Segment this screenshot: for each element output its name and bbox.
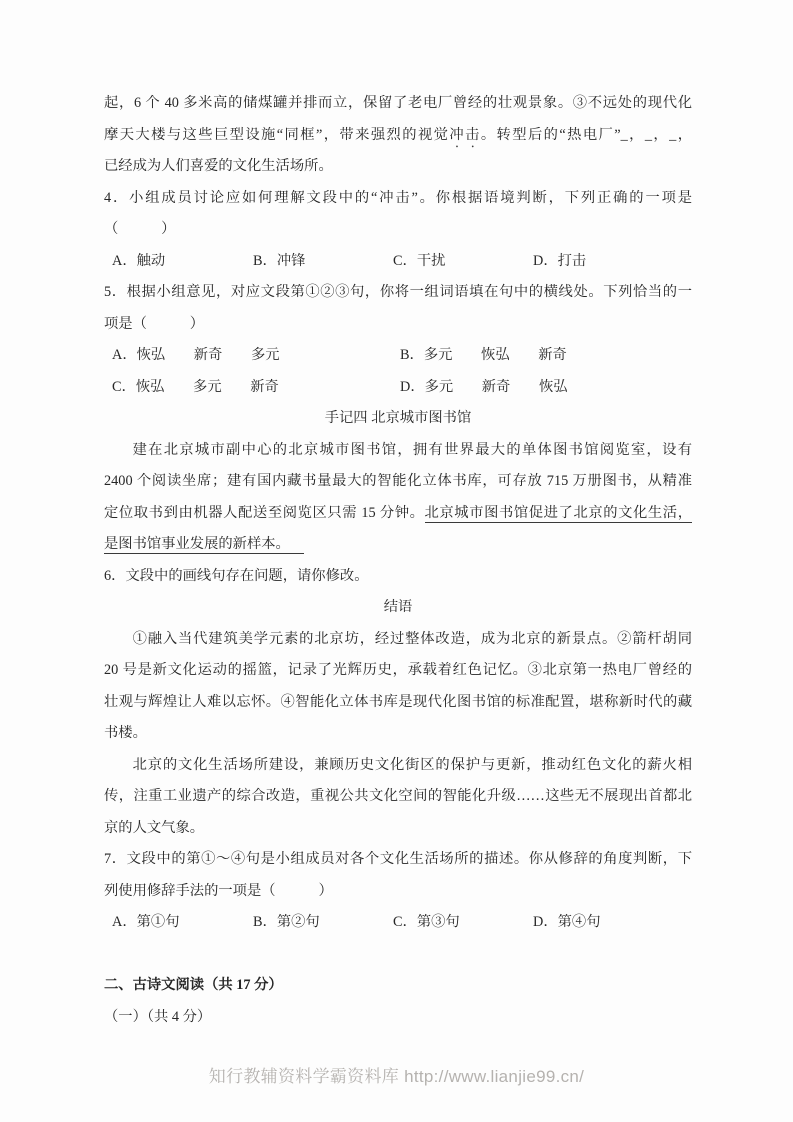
question-7-stem-line-2: 列使用修辞手法的一项是（ ） (104, 882, 333, 899)
question-4-answer-bracket: （ ） (104, 221, 176, 237)
intro-paragraph-line-2 (104, 120, 692, 152)
question-7-option-d: D．第④句 (533, 914, 601, 930)
summary-paragraph-line-1: 北京的文化生活场所建设，兼顾历史文化街区的保护与更新，推动红色文化的薪火相 (132, 756, 692, 773)
question-5-option-a: A．恢弘 新奇 多元 (112, 347, 280, 363)
question-4-option-d: D．打击 (533, 252, 587, 269)
section-2-heading: 二、古诗文阅读（共 17 分） (104, 977, 283, 993)
section-2-subsection: （一）（共 4 分） (104, 1008, 212, 1025)
underlined-sentence-part-2: 是图书馆事业发展的新样本。 (104, 536, 304, 554)
page-content (104, 88, 692, 1033)
conclusion-paragraph-line-3: 壮观与辉煌让人难以忘怀。④智能化立体书库是现代化图书馆的标准配置，堪称新时代的藏 (104, 693, 692, 710)
library-paragraph-line-3 (104, 498, 692, 530)
question-5-option-b: B．多元 恢弘 新奇 (400, 347, 567, 363)
summary-paragraph-line-2: 传，注重工业遗产的综合改造，重视公共文化空间的智能化升级……这些无不展现出首都北 (104, 788, 692, 804)
question-7-options-row (104, 907, 692, 939)
question-5-stem-line-1: 5．根据小组意见，对应文段第①②③句，你将一组词语填在句中的横线处。下列恰当的一 (104, 284, 692, 300)
question-6-stem: 6．文段中的画线句存在问题，请你修改。 (104, 567, 369, 584)
question-7-stem-line-1: 7．文段中的第①～④句是小组成员对各个文化生活场所的描述。你从修辞的角度判断，下 (104, 851, 692, 867)
question-4-option-b: B．冲锋 (253, 252, 306, 269)
underlined-sentence-part-1: 北京城市图书馆促进了北京的文化生活， (424, 504, 692, 521)
library-paragraph-line-4 (104, 529, 692, 561)
emphasized-word: 冲击 (449, 126, 481, 143)
intro-paragraph-line-1: 起，6 个 40 多米高的储煤罐并排而立，保留了老电厂曾经的壮观景象。③不远处的现代化 (104, 95, 692, 111)
library-line3-pre: 定位取书到由机器人配送至阅览区只需 15 分钟。 (104, 504, 425, 521)
question-5-options-row-2 (104, 372, 692, 404)
library-paragraph-line-1: 建在北京城市副中心的北京城市图书馆，拥有世界最大的单体图书馆阅览室，设有 (132, 441, 692, 458)
question-4-options-row (104, 246, 692, 278)
question-5-option-c: C．恢弘 多元 新奇 (112, 378, 279, 395)
question-5-options-row-1 (104, 340, 692, 372)
intro-line2-pre: 摩天大楼与这些巨型设施“同框”，带来强烈的视觉 (104, 126, 450, 143)
intro-line2-post: 。转型后的“热电厂”_，_，_， (480, 126, 692, 143)
question-4-option-a: A．触动 (112, 252, 166, 269)
conclusion-heading: 结语 (383, 599, 413, 615)
conclusion-paragraph-line-2: 20 号是新文化运动的摇篮，记录了光辉历史，承载着红色记忆。③北京第一热电厂曾经的 (104, 662, 692, 678)
blank-line (104, 939, 692, 971)
question-5-stem-line-2: 项是（ ） (104, 315, 205, 332)
question-5-option-d: D．多元 新奇 恢弘 (400, 378, 568, 395)
question-4-option-c: C．干扰 (393, 252, 446, 269)
conclusion-paragraph-line-1: ①融入当代建筑美学元素的北京坊，经过整体改造，成为北京的新景点。②箭杆胡同 (132, 630, 692, 647)
library-paragraph-line-2: 2400 个阅读坐席；建有国内藏书量最大的智能化立体书库，可存放 715 万册图书，从精准 (104, 473, 692, 489)
note-4-heading: 手记四 北京城市图书馆 (324, 410, 472, 426)
conclusion-paragraph-line-4: 书楼。 (104, 725, 147, 741)
question-7-option-b: B．第②句 (253, 914, 320, 930)
watermark-footer: 知行教辅资料学霸资料库 http://www.lianjie99.cn/ (208, 1067, 585, 1086)
intro-paragraph-line-3: 已经成为人们喜爱的文化生活场所。 (104, 158, 333, 174)
question-4-stem: 4．小组成员讨论应如何理解文段中的“冲击”。你根据语境判断，下列正确的一项是 (104, 189, 692, 206)
summary-paragraph-line-3: 京的人文气象。 (104, 819, 205, 836)
question-7-option-c: C．第③句 (393, 914, 460, 930)
question-7-option-a: A．第①句 (112, 914, 180, 930)
